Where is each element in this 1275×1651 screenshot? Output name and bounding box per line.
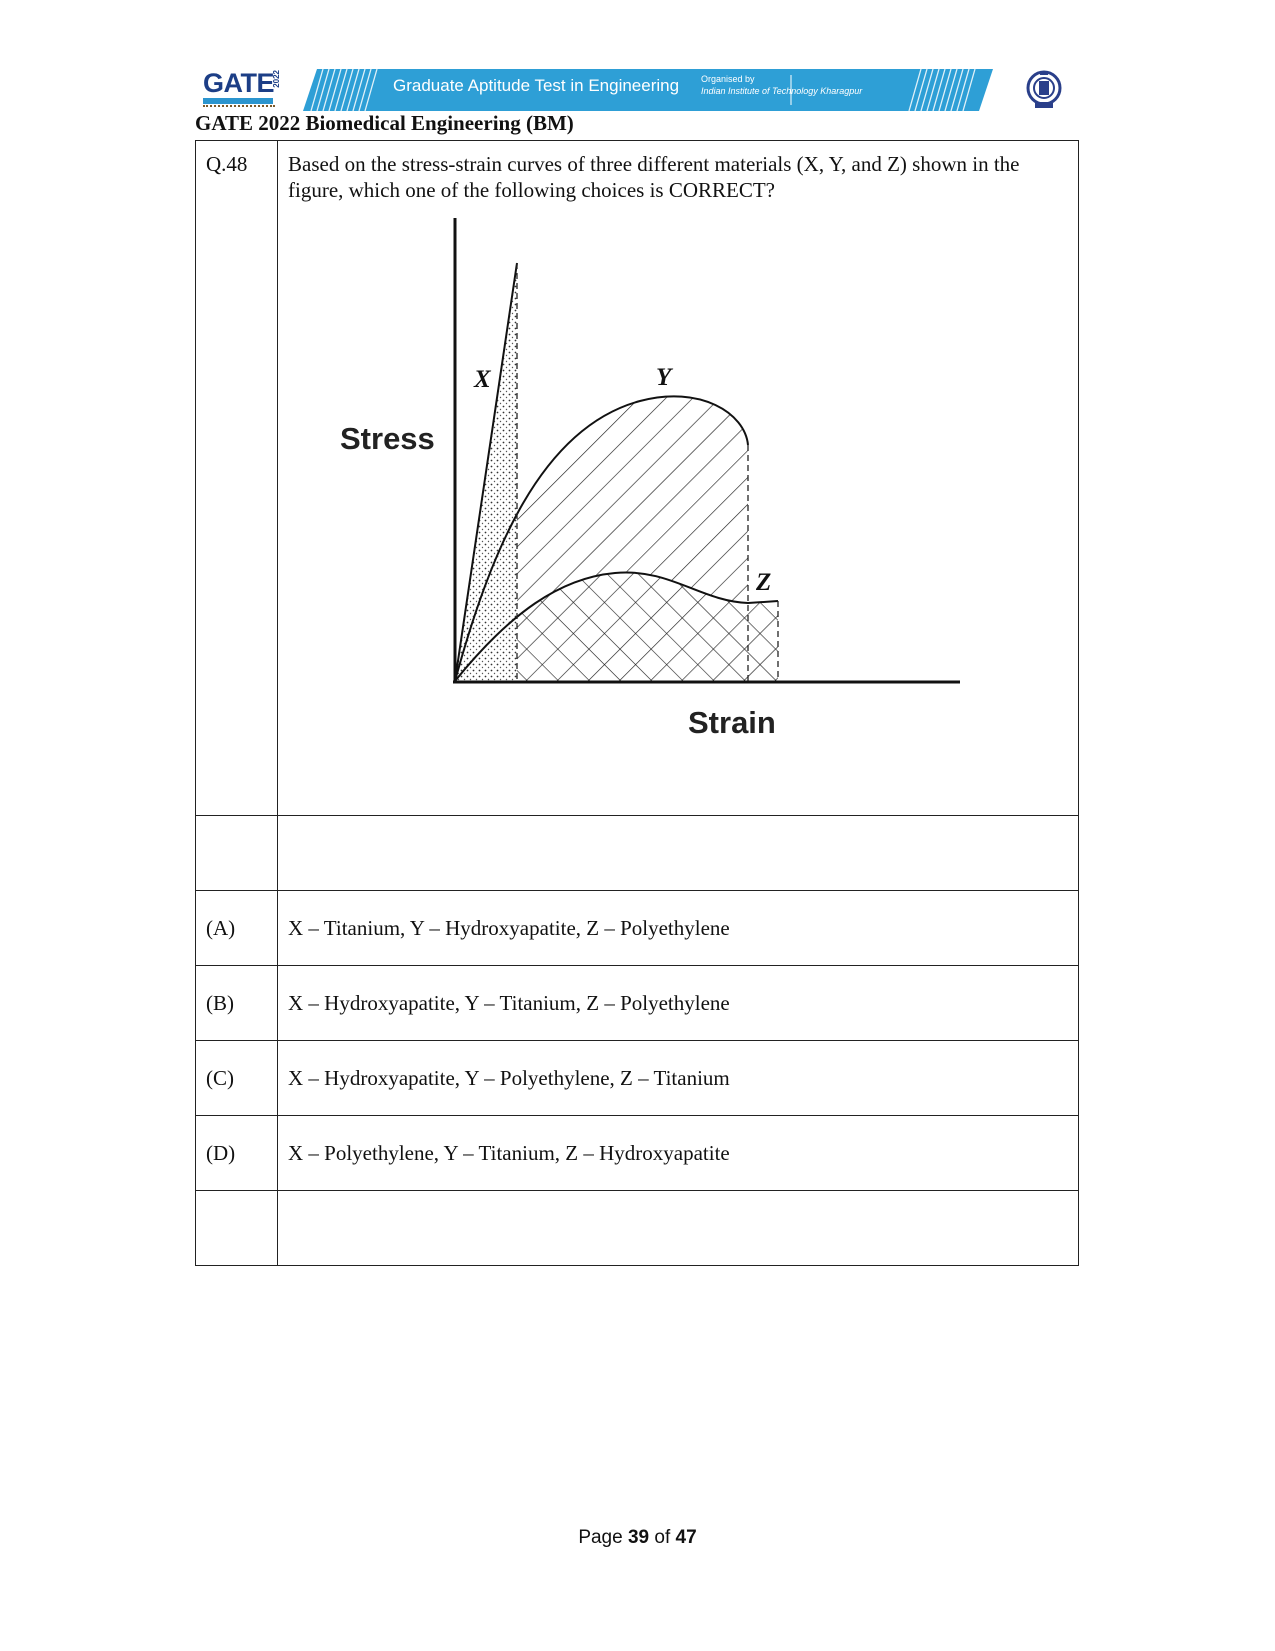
question-text: Based on the stress-strain curves of three different materials (X, Y, and Z) shown in the figure, which one of the following choices is CORRECT?	[288, 152, 1020, 202]
gate-logo-subline	[203, 105, 275, 109]
document-title: GATE 2022 Biomedical Engineering (BM)	[195, 111, 574, 135]
header-title: Graduate Aptitude Test in Engineering	[393, 76, 680, 95]
total-pages: 47	[675, 1527, 697, 1548]
stress-strain-figure	[340, 213, 980, 743]
question-number: Q.48	[206, 152, 248, 176]
spacer-row	[196, 816, 1079, 891]
option-row-c[interactable]	[196, 1041, 1079, 1116]
option-label: (C)	[206, 1066, 234, 1090]
y-axis-label: Stress	[340, 421, 435, 456]
option-text: X – Hydroxyapatite, Y – Titanium, Z – Polyethylene	[288, 991, 730, 1015]
spacer-row	[196, 1191, 1079, 1266]
gate-logo	[203, 68, 289, 114]
gate-logo-text: GATE	[203, 68, 274, 98]
option-label: (B)	[206, 991, 234, 1015]
header-banner	[203, 66, 1063, 116]
of-word: of	[654, 1527, 671, 1548]
option-text: X – Hydroxyapatite, Y – Polyethylene, Z – Titanium	[288, 1066, 730, 1090]
gate-logo-strip	[203, 98, 273, 104]
question-row	[196, 141, 1079, 816]
option-label: (A)	[206, 916, 236, 940]
curve-label-y: Y	[656, 364, 672, 391]
header-organiser: Indian Institute of Technology Kharagpur	[701, 86, 863, 96]
option-row-d[interactable]	[196, 1116, 1079, 1191]
iit-emblem-icon	[1025, 68, 1063, 112]
page-word: Page	[578, 1527, 623, 1548]
curve-label-x: X	[474, 366, 491, 393]
current-page: 39	[627, 1527, 650, 1548]
option-label: (D)	[206, 1141, 236, 1165]
option-row-a[interactable]	[196, 891, 1079, 966]
option-text: X – Titanium, Y – Hydroxyapatite, Z – Polyethylene	[288, 916, 730, 940]
question-table	[195, 140, 1079, 1266]
x-axis-label: Strain	[688, 705, 776, 740]
option-text: X – Polyethylene, Y – Titanium, Z – Hydroxyapatite	[288, 1141, 730, 1165]
gate-logo-year: 2022	[272, 70, 281, 88]
option-row-b[interactable]	[196, 966, 1079, 1041]
page-footer	[0, 1527, 1275, 1549]
header-organised-by: Organised by	[701, 74, 755, 84]
curve-label-z: Z	[756, 569, 772, 596]
